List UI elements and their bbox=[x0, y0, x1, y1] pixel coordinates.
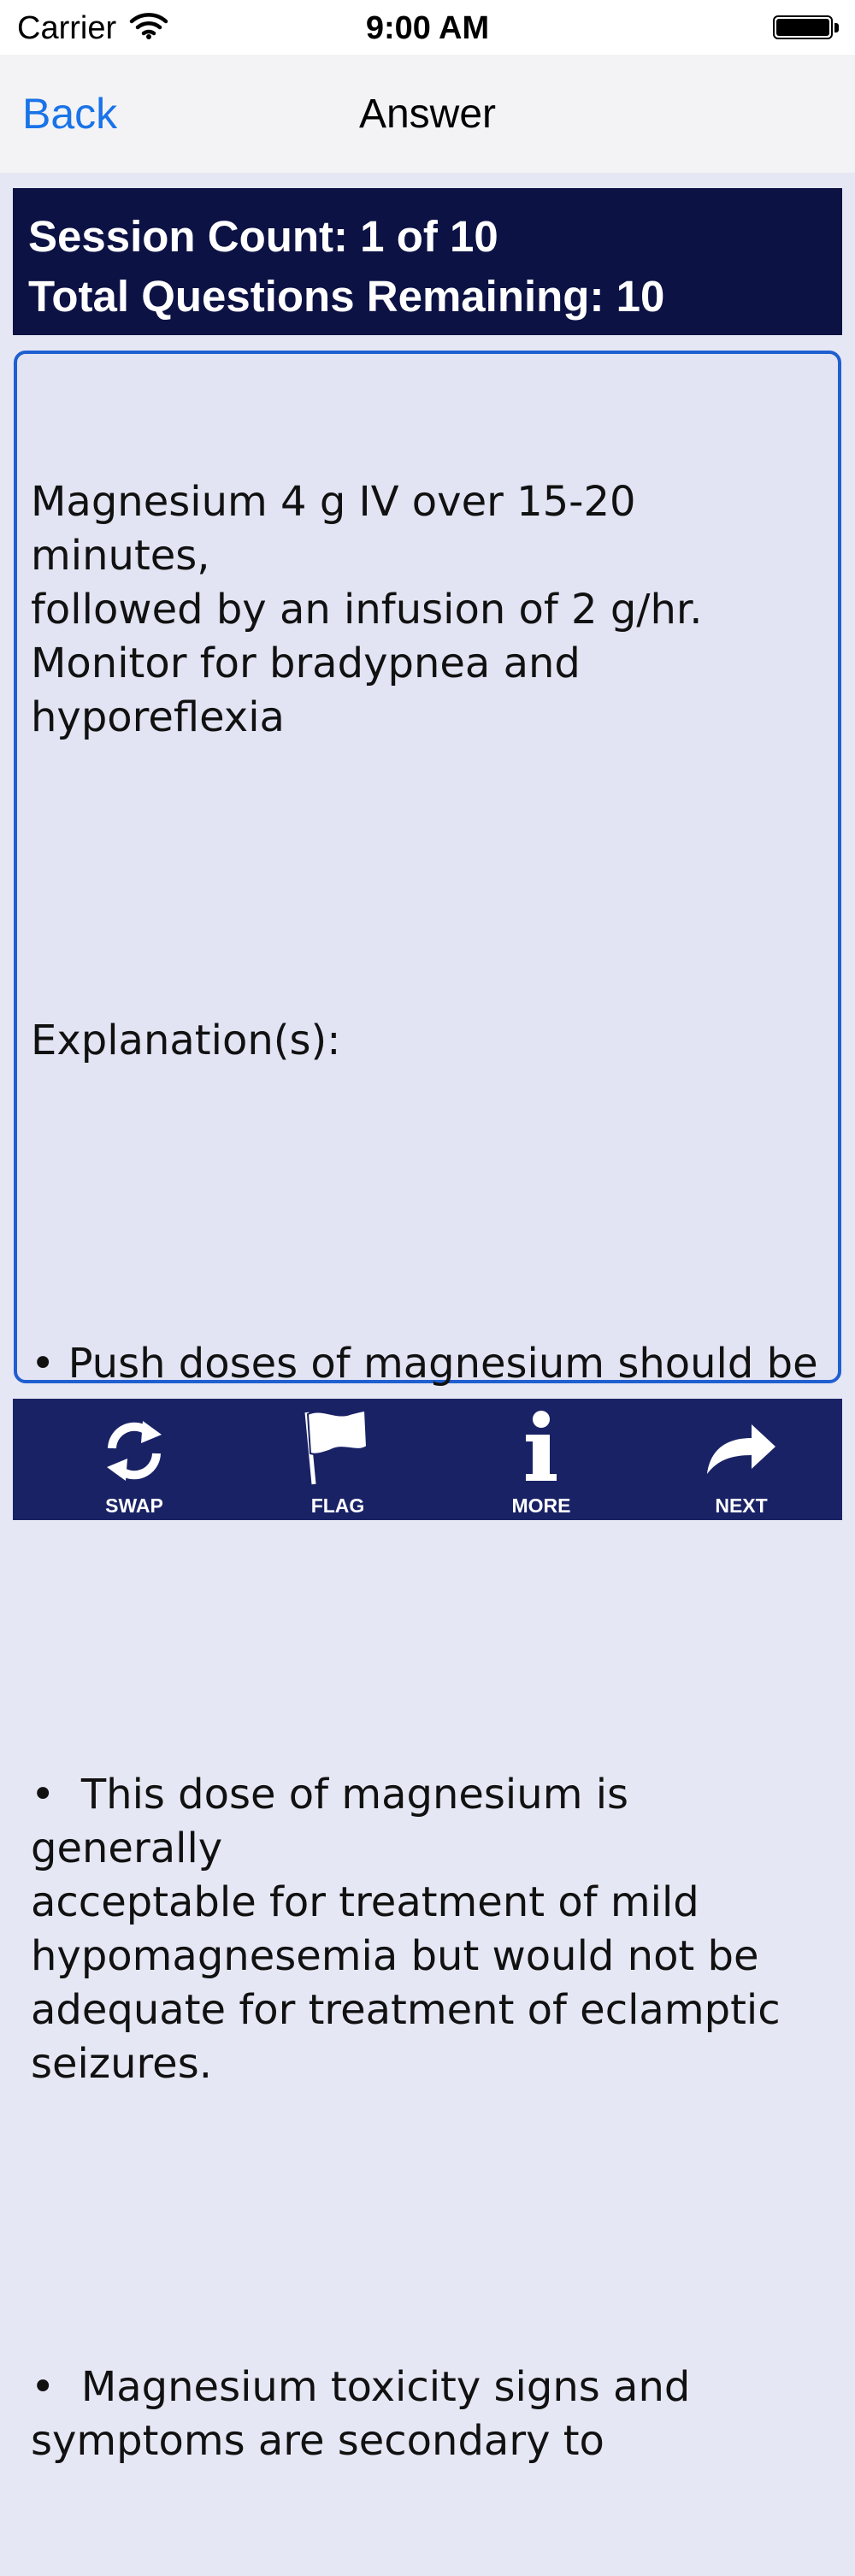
info-icon bbox=[507, 1409, 575, 1486]
page-title: Answer bbox=[358, 91, 497, 137]
more-label: MORE bbox=[511, 1494, 571, 1517]
flag-button[interactable] bbox=[269, 1399, 406, 1520]
session-info-panel bbox=[13, 188, 842, 335]
next-label: NEXT bbox=[715, 1494, 768, 1517]
next-button[interactable] bbox=[673, 1399, 810, 1520]
questions-remaining: Total Questions Remaining: 10 bbox=[28, 272, 665, 321]
battery-tip bbox=[834, 23, 839, 32]
explanation-bullet: • Magnesium toxicity signs and symptoms are secondary to bbox=[31, 2363, 691, 2465]
next-arrow-icon bbox=[702, 1418, 779, 1486]
explanation-heading: Explanation(s): bbox=[31, 1017, 341, 1064]
navigation-bar bbox=[0, 55, 855, 173]
explanation-bullet: • Push doses of magnesium should be bbox=[31, 1340, 818, 1388]
swap-label: SWAP bbox=[105, 1494, 163, 1517]
battery-icon bbox=[773, 15, 833, 39]
status-time: 9:00 AM bbox=[365, 10, 490, 46]
more-button[interactable] bbox=[473, 1399, 610, 1520]
flag-label: FLAG bbox=[310, 1494, 365, 1517]
flag-icon bbox=[297, 1409, 374, 1486]
carrier-label: Carrier bbox=[17, 10, 117, 46]
swap-icon bbox=[100, 1416, 168, 1484]
explanation-bullet: • This dose of magnesium is generally acceptable for treatment of mild hypomagnesemia but would not be adequate for treatment of eclamptic seizures. bbox=[31, 1771, 781, 2088]
back-button[interactable]: Back bbox=[22, 90, 118, 138]
answer-paragraph: Magnesium 4 g IV over 15-20 minutes, followed by an infusion of 2 g/hr. Monitor for bradypnea and hyporeflexia bbox=[31, 478, 703, 741]
bottom-toolbar bbox=[13, 1399, 842, 1520]
status-bar bbox=[0, 0, 855, 55]
swap-button[interactable] bbox=[66, 1399, 203, 1520]
session-count: Session Count: 1 of 10 bbox=[28, 212, 498, 261]
